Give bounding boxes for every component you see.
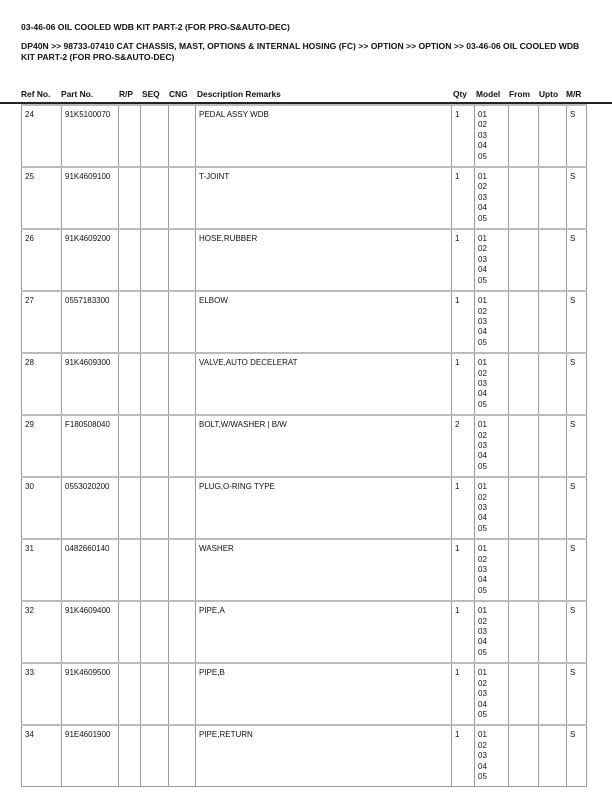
cell-ref: 34 [22, 725, 62, 787]
cell-seq [141, 291, 169, 353]
cell-qty: 1 [452, 105, 475, 167]
cell-ref: 29 [22, 415, 62, 477]
cell-rp [119, 229, 141, 291]
cell-qty: 1 [452, 477, 475, 539]
cell-qty: 1 [452, 229, 475, 291]
cell-upto [539, 601, 567, 663]
cell-from [509, 167, 539, 229]
table-row [22, 477, 587, 539]
col-qty: Qty [453, 89, 467, 99]
cell-ref: 33 [22, 663, 62, 725]
cell-cng [169, 105, 196, 167]
cell-qty: 1 [452, 601, 475, 663]
cell-desc: PLUG,O-RING TYPE [196, 477, 452, 539]
cell-mr: S [567, 291, 587, 353]
cell-upto [539, 415, 567, 477]
col-upto: Upto [539, 89, 559, 99]
cell-ref: 32 [22, 601, 62, 663]
table-header [0, 89, 612, 101]
cell-seq [141, 353, 169, 415]
cell-upto [539, 291, 567, 353]
cell-rp [119, 105, 141, 167]
col-ref: Ref No. [21, 89, 51, 99]
cell-rp [119, 725, 141, 787]
cell-rp [119, 291, 141, 353]
cell-from [509, 415, 539, 477]
cell-mr: S [567, 229, 587, 291]
cell-seq [141, 229, 169, 291]
cell-model: 01 02 03 04 05 [475, 167, 509, 229]
cell-seq [141, 725, 169, 787]
cell-desc: PIPE,B [196, 663, 452, 725]
table-row [22, 415, 587, 477]
col-seq: SEQ [142, 89, 160, 99]
cell-seq [141, 477, 169, 539]
cell-part: 91K4609200 [62, 229, 119, 291]
cell-from [509, 477, 539, 539]
cell-mr: S [567, 601, 587, 663]
col-cng: CNG [169, 89, 188, 99]
cell-desc: T-JOINT [196, 167, 452, 229]
cell-mr: S [567, 663, 587, 725]
cell-seq [141, 167, 169, 229]
cell-from [509, 105, 539, 167]
col-desc: Description Remarks [197, 89, 281, 99]
table-row [22, 601, 587, 663]
table-row [22, 105, 587, 167]
cell-desc: ELBOW [196, 291, 452, 353]
cell-upto [539, 353, 567, 415]
cell-ref: 27 [22, 291, 62, 353]
cell-model: 01 02 03 04 05 [475, 105, 509, 167]
cell-mr: S [567, 539, 587, 601]
cell-rp [119, 539, 141, 601]
cell-part: 91K4609300 [62, 353, 119, 415]
cell-upto [539, 663, 567, 725]
cell-model: 01 02 03 04 05 [475, 601, 509, 663]
cell-cng [169, 167, 196, 229]
cell-seq [141, 415, 169, 477]
col-mr: M/R [566, 89, 582, 99]
cell-upto [539, 167, 567, 229]
cell-ref: 24 [22, 105, 62, 167]
cell-qty: 1 [452, 167, 475, 229]
parts-table [21, 104, 587, 787]
cell-seq [141, 601, 169, 663]
col-from: From [509, 89, 530, 99]
cell-model: 01 02 03 04 05 [475, 477, 509, 539]
cell-seq [141, 539, 169, 601]
breadcrumb: DP40N >> 98733-07410 CAT CHASSIS, MAST, OPTIONS & INTERNAL HOSING (FC) >> OPTION >> OPTION >> 03-46-06 OIL COOLED WDB KIT PART-2 (FOR PRO-S&AUTO-DEC) [21, 41, 580, 62]
table-row [22, 725, 587, 787]
page-title: 03-46-06 OIL COOLED WDB KIT PART-2 (FOR PRO-S&AUTO-DEC) [21, 22, 290, 32]
cell-qty: 1 [452, 291, 475, 353]
cell-cng [169, 539, 196, 601]
cell-upto [539, 477, 567, 539]
cell-qty: 1 [452, 539, 475, 601]
cell-mr: S [567, 477, 587, 539]
col-model: Model [476, 89, 501, 99]
cell-model: 01 02 03 04 05 [475, 291, 509, 353]
cell-desc: PEDAL ASSY WDB [196, 105, 452, 167]
cell-cng [169, 353, 196, 415]
cell-model: 01 02 03 04 05 [475, 663, 509, 725]
cell-desc: PIPE,A [196, 601, 452, 663]
cell-part: 0557183300 [62, 291, 119, 353]
cell-upto [539, 539, 567, 601]
table-row [22, 291, 587, 353]
cell-ref: 25 [22, 167, 62, 229]
cell-upto [539, 725, 567, 787]
cell-part: 91K4609100 [62, 167, 119, 229]
cell-desc: WASHER [196, 539, 452, 601]
cell-from [509, 291, 539, 353]
cell-ref: 26 [22, 229, 62, 291]
cell-from [509, 539, 539, 601]
cell-part: F180508040 [62, 415, 119, 477]
cell-rp [119, 601, 141, 663]
cell-desc: BOLT,W/WASHER | B/W [196, 415, 452, 477]
table-row [22, 663, 587, 725]
cell-part: 0482660140 [62, 539, 119, 601]
cell-cng [169, 601, 196, 663]
table-row [22, 353, 587, 415]
cell-model: 01 02 03 04 05 [475, 353, 509, 415]
table-row [22, 229, 587, 291]
cell-from [509, 663, 539, 725]
cell-part: 91E4601900 [62, 725, 119, 787]
cell-model: 01 02 03 04 05 [475, 725, 509, 787]
cell-rp [119, 353, 141, 415]
cell-model: 01 02 03 04 05 [475, 229, 509, 291]
cell-from [509, 229, 539, 291]
cell-cng [169, 415, 196, 477]
cell-part: 0553020200 [62, 477, 119, 539]
cell-rp [119, 663, 141, 725]
col-part: Part No. [61, 89, 94, 99]
cell-cng [169, 663, 196, 725]
cell-desc: HOSE,RUBBER [196, 229, 452, 291]
cell-qty: 1 [452, 663, 475, 725]
cell-desc: PIPE,RETURN [196, 725, 452, 787]
cell-ref: 28 [22, 353, 62, 415]
cell-model: 01 02 03 04 05 [475, 539, 509, 601]
cell-mr: S [567, 353, 587, 415]
cell-ref: 30 [22, 477, 62, 539]
cell-qty: 1 [452, 725, 475, 787]
cell-model: 01 02 03 04 05 [475, 415, 509, 477]
cell-desc: VALVE,AUTO DECELERAT [196, 353, 452, 415]
cell-part: 91K5100070 [62, 105, 119, 167]
cell-qty: 2 [452, 415, 475, 477]
cell-seq [141, 663, 169, 725]
table-row [22, 167, 587, 229]
cell-cng [169, 477, 196, 539]
table-row [22, 539, 587, 601]
cell-part: 91K4609500 [62, 663, 119, 725]
cell-rp [119, 167, 141, 229]
col-rp: R/P [119, 89, 133, 99]
cell-seq [141, 105, 169, 167]
cell-cng [169, 229, 196, 291]
cell-from [509, 725, 539, 787]
cell-part: 91K4609400 [62, 601, 119, 663]
cell-ref: 31 [22, 539, 62, 601]
cell-mr: S [567, 167, 587, 229]
cell-rp [119, 415, 141, 477]
cell-rp [119, 477, 141, 539]
cell-upto [539, 105, 567, 167]
cell-cng [169, 291, 196, 353]
cell-mr: S [567, 725, 587, 787]
cell-mr: S [567, 415, 587, 477]
cell-from [509, 353, 539, 415]
cell-cng [169, 725, 196, 787]
cell-mr: S [567, 105, 587, 167]
cell-from [509, 601, 539, 663]
cell-upto [539, 229, 567, 291]
cell-qty: 1 [452, 353, 475, 415]
